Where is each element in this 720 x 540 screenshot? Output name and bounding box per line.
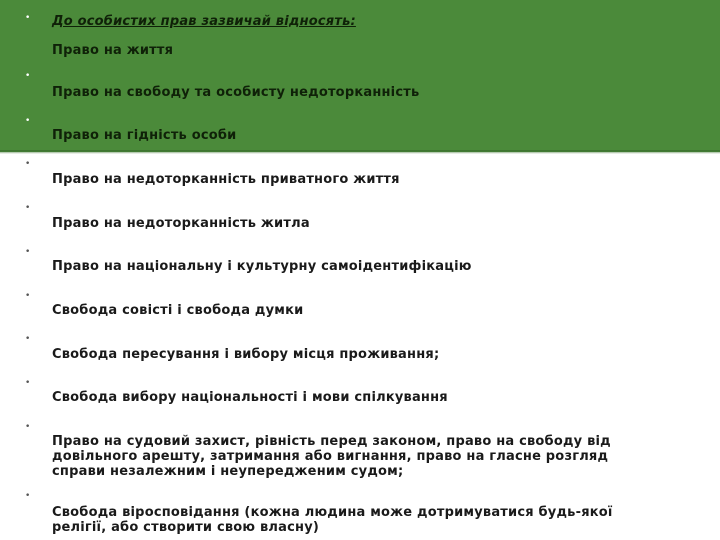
bullet-marker: • bbox=[25, 334, 31, 344]
list-item: Право на життя bbox=[52, 43, 174, 58]
bullet-marker: • bbox=[25, 291, 31, 301]
list-item: Свобода віросповідання (кожна людина може дотримуватися будь-якої релігії, або створити свою власну) bbox=[52, 505, 613, 535]
list-item: Право на недоторканність житла bbox=[52, 216, 310, 231]
bullet-marker: • bbox=[25, 71, 31, 81]
bullet-marker: • bbox=[25, 422, 31, 432]
list-item: Право на свободу та особисту недоторканність bbox=[52, 85, 420, 100]
bullet-marker: • bbox=[25, 378, 31, 388]
bullet-marker: • bbox=[25, 491, 31, 501]
list-item: Право на національну і культурну самоідентифікацію bbox=[52, 259, 472, 274]
list-item: Право на недоторканність приватного життя bbox=[52, 172, 400, 187]
list-heading: До особистих прав зазвичай відносять: bbox=[52, 14, 356, 29]
list-item: Право на судовий захист, рівність перед законом, право на свободу від довільного арешту, затримання або вигнання, право на гласне розгляд справи незалежним і неупередженим судом; bbox=[52, 434, 611, 479]
bullet-marker: • bbox=[25, 159, 31, 169]
list-item: Свобода вибору національності і мови спілкування bbox=[52, 390, 448, 405]
bullet-marker: • bbox=[25, 116, 31, 126]
list-item: Свобода совісті і свобода думки bbox=[52, 303, 304, 318]
list-item: Свобода пересування і вибору місця проживання; bbox=[52, 347, 440, 362]
list-item: Право на гідність особи bbox=[52, 128, 237, 143]
bullet-marker: • bbox=[25, 203, 31, 213]
bullet-marker: • bbox=[25, 247, 31, 257]
bullet-marker: • bbox=[25, 13, 31, 23]
